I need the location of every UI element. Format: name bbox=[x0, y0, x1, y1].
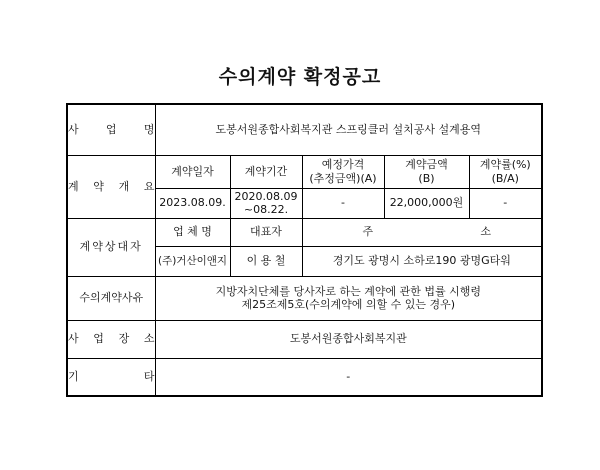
estimated-price: - bbox=[302, 188, 384, 218]
row-etc bbox=[67, 358, 542, 396]
header-address-part2: 소 bbox=[480, 225, 492, 239]
header-contract-period: 계약기간 bbox=[230, 155, 302, 188]
label-project: 사 업 명 bbox=[67, 104, 155, 155]
contract-rate: - bbox=[469, 188, 542, 218]
notice-table bbox=[66, 103, 543, 397]
contract-date: 2023.08.09. bbox=[155, 188, 230, 218]
header-estimated-price: 예정가격 (추정금액)(A) bbox=[302, 155, 384, 188]
label-reason: 수의계약사유 bbox=[67, 276, 155, 320]
project-name: 도봉서원종합사회복지관 스프링클러 설치공사 설계용역 bbox=[155, 104, 542, 155]
company-name: (주)거산이앤지 bbox=[155, 246, 230, 276]
row-reason bbox=[67, 276, 542, 320]
header-address-part1: 주 bbox=[362, 225, 374, 239]
label-site: 사 업 장 소 bbox=[67, 320, 155, 358]
row-counterparty-headers bbox=[67, 218, 542, 246]
representative-name: 이 용 철 bbox=[230, 246, 302, 276]
header-contract-date: 계약일자 bbox=[155, 155, 230, 188]
row-contract-headers bbox=[67, 155, 542, 188]
etc-value: - bbox=[155, 358, 542, 396]
header-contract-rate: 계약률(%) (B/A) bbox=[469, 155, 542, 188]
project-site: 도봉서원종합사회복지관 bbox=[155, 320, 542, 358]
header-company: 업 체 명 bbox=[155, 218, 230, 246]
contract-period: 2020.08.09 ~08.22. bbox=[230, 188, 302, 218]
company-address: 경기도 광명시 소하로190 광명G타워 bbox=[302, 246, 542, 276]
label-counterparty: 계약상대자 bbox=[67, 218, 155, 276]
header-representative: 대표자 bbox=[230, 218, 302, 246]
notice-title: 수의계약 확정공고 bbox=[218, 66, 382, 88]
header-contract-amount: 계약금액 (B) bbox=[384, 155, 469, 188]
contract-amount: 22,000,000원 bbox=[384, 188, 469, 218]
row-site bbox=[67, 320, 542, 358]
row-project bbox=[67, 104, 542, 155]
label-etc: 기 타 bbox=[67, 358, 155, 396]
contract-reason: 지방자치단체를 당사자로 하는 계약에 관한 법률 시행령 제25조제5호(수의계약에 의할 수 있는 경우) bbox=[155, 276, 542, 320]
header-address bbox=[302, 218, 542, 246]
label-contract: 계 약 개 요 bbox=[67, 155, 155, 218]
